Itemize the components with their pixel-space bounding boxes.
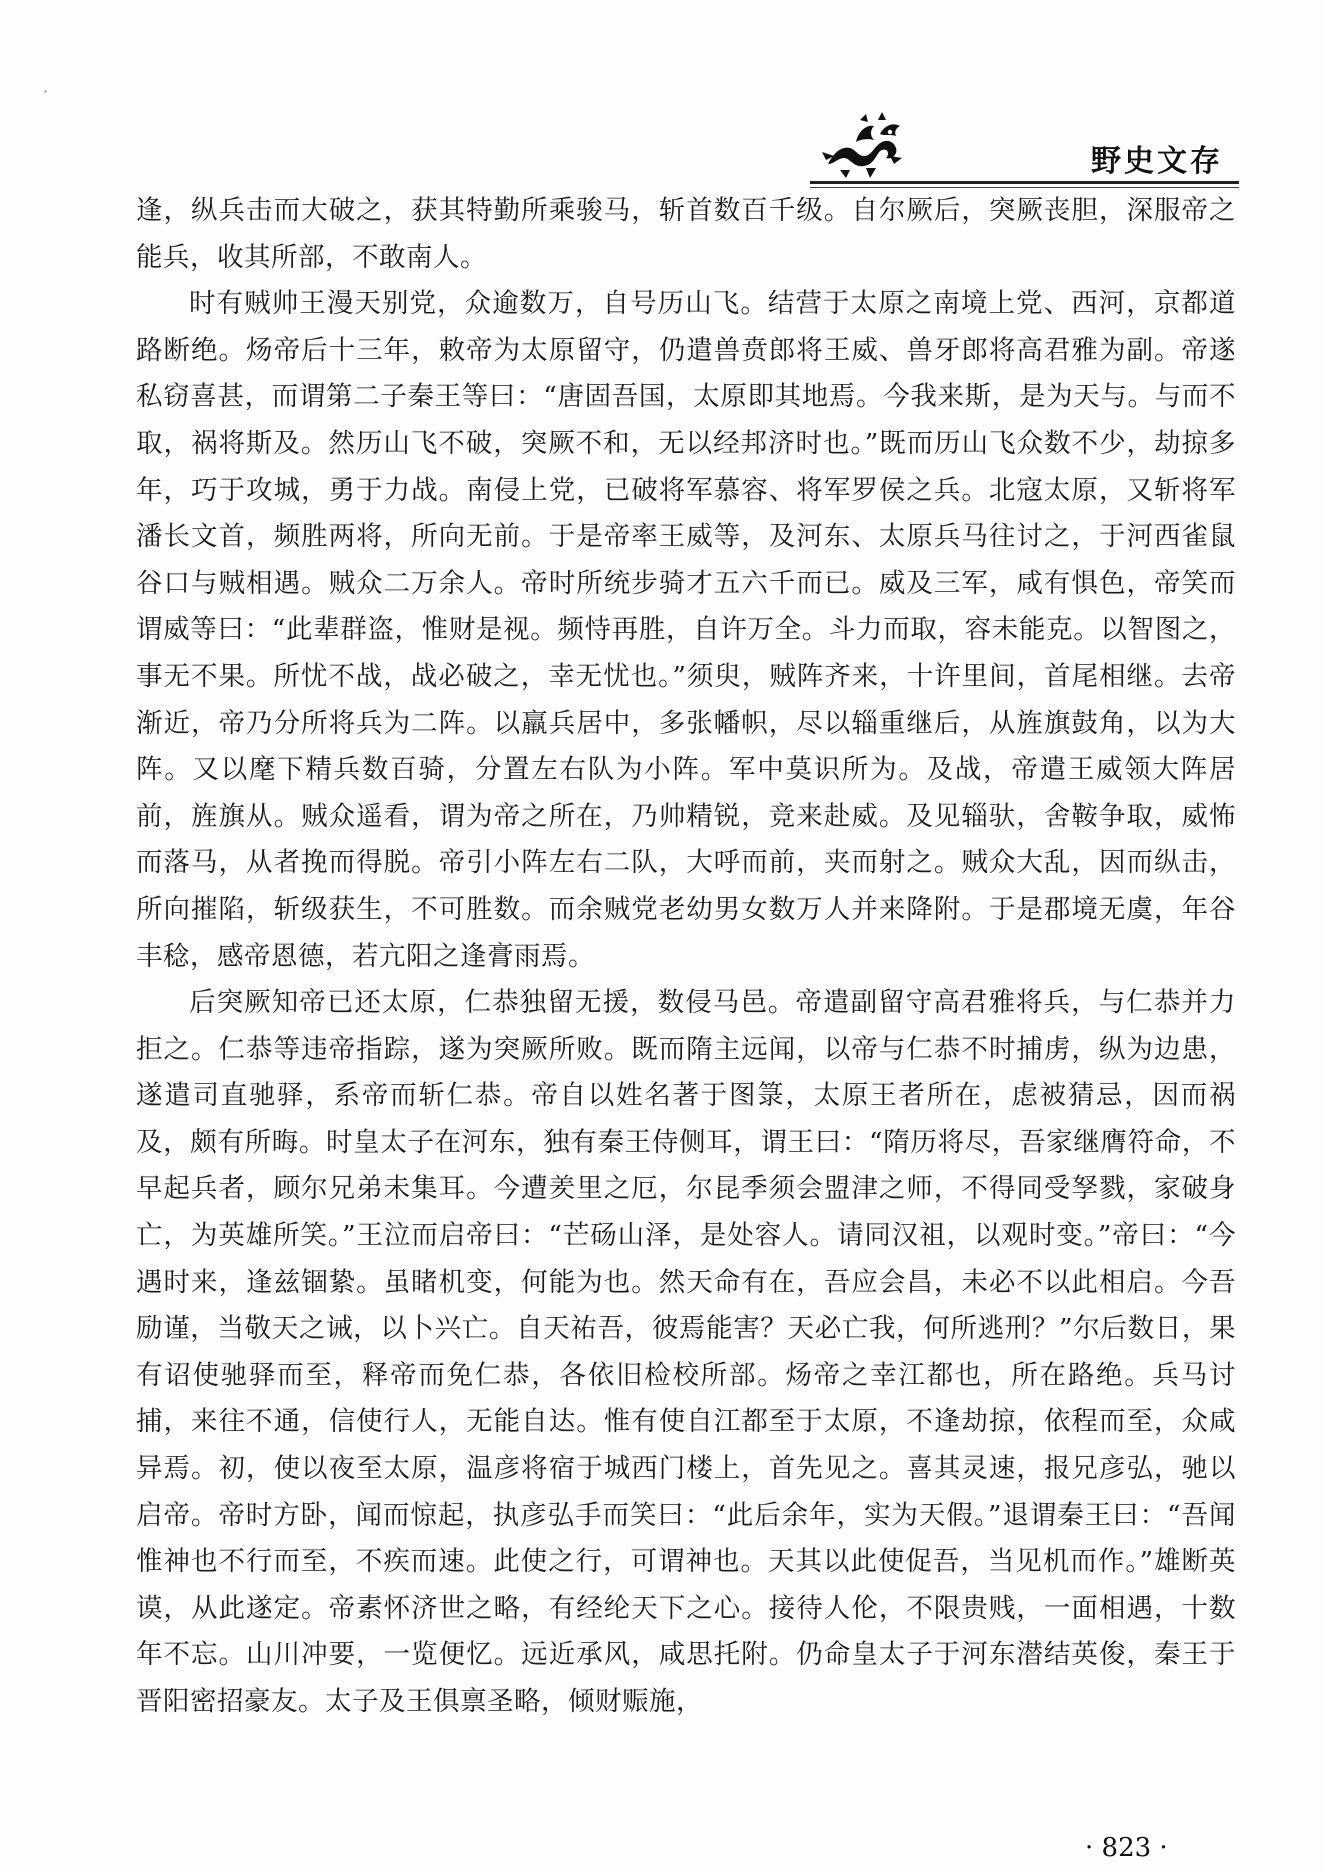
running-header-title: 野史文存 bbox=[1091, 144, 1223, 179]
paragraph: 后突厥知帝已还太原，仁恭独留无援，数侵马邑。帝遣副留守高君雅将兵，与仁恭并力拒之。仁恭等违帝指踪，遂为突厥所败。既而隋主远闻，以帝与仁恭不时捕虏，纵为边患，遂遣司直驰驿，系帝而斩仁恭。帝自以姓名著于图箓，太原王者所在，虑被猜忌，因而祸及，颇有所晦。时皇太子在河东，独有秦王侍侧耳，谓王曰：“隋历将尽，吾家继膺符命，不早起兵者，顾尔兄弟未集耳。今遭羑里之厄，尔昆季须会盟津之师，不得同受孥戮，家破身亡，为英雄所笑。”王泣而启帝曰：“芒砀山泽，是处容人。请同汉祖，以观时变。”帝曰：“今遇时来，逢兹锢絷。虽睹机变，何能为也。然天命有在，吾应会昌，未必不以此相启。今吾励谨，当敬天之诫，以卜兴亡。自天祐吾，彼焉能害？天必亡我，何所逃刑？”尔后数日，果有诏使驰驿而至，释帝而免仁恭，各依旧检校所部。炀帝之幸江都也，所在路绝。兵马讨捕，来往不通，信使行人，无能自达。惟有使自江都至于太原，不逢劫掠，依程而至，众咸异焉。初，使以夜至太原，温彦将宿于城西门楼上，首先见之。喜其灵速，报兄彦弘，驰以启帝。帝时方卧，闻而惊起，执彦弘手而笑曰：“此后余年，实为天假。”退谓秦王曰：“吾闻惟神也不行而至，不疾而速。此使之行，可谓神也。天其以此使促吾，当见机而作。”雄断英谟，从此遂定。帝素怀济世之略，有经纶天下之心。接待人伦，不限贵贱，一面相遇，十数年不忘。山川冲要，一览便忆。远近承风，咸思托附。仍命皇太子于河东潜结英俊，秦王于晋阳密招豪友。太子及王俱禀圣略，倾财赈施， bbox=[136, 987, 1236, 1717]
dragon-emblem-icon bbox=[820, 112, 910, 182]
paragraph: 逢，纵兵击而大破之，获其特勤所乘骏马，斩首数百千级。自尔厥后，突厥丧胆，深服帝之能兵，收其所部，不敢南人。 bbox=[136, 195, 1236, 273]
header-rule bbox=[810, 181, 1239, 184]
page-number: · 823 · bbox=[1085, 1833, 1168, 1863]
body-text bbox=[136, 188, 1236, 1726]
paragraph: 时有贼帅王漫天别党，众逾数万，自号历山飞。结营于太原之南境上党、西河，京都道路断绝。炀帝后十三年，敕帝为太原留守，仍遣兽贲郎将王威、兽牙郎将高君雅为副。帝遂私窃喜甚，而谓第二子秦王等曰：“唐固吾国，太原即其地焉。今我来斯，是为天与。与而不取，祸将斯及。然历山飞不破，突厥不和，无以经邦济时也。”既而历山飞众数不少，劫掠多年，巧于攻城，勇于力战。南侵上党，已破将军慕容、将军罗侯之兵。北寇太原，又斩将军潘长文首，频胜两将，所向无前。于是帝率王威等，及河东、太原兵马往讨之，于河西雀鼠谷口与贼相遇。贼众二万余人。帝时所统步骑才五六千而已。威及三军，咸有惧色，帝笑而谓威等曰：“此辈群盗，惟财是视。频恃再胜，自许万全。斗力而取，容未能克。以智图之，事无不果。所忧不战，战必破之，幸无忧也。”须臾，贼阵齐来，十许里间，首尾相继。去帝渐近，帝乃分所将兵为二阵。以羸兵居中，多张幡帜，尽以辎重继后，从旌旗鼓角，以为大阵。又以麾下精兵数百骑，分置左右队为小阵。军中莫识所为。及战，帝遣王威领大阵居前，旌旗从。贼众遥看，谓为帝之所在，乃帅精锐，竞来赴威。及见辎驮，舍鞍争取，威怖而落马，从者挽而得脱。帝引小阵左右二队，大呼而前，夹而射之。贼众大乱，因而纵击，所向摧陷，斩级获生，不可胜数。而余贼党老幼男女数万人并来降附。于是郡境无虞，年谷丰稔，感帝恩德，若亢阳之逢膏雨焉。 bbox=[136, 288, 1236, 972]
scan-speck bbox=[44, 90, 47, 93]
